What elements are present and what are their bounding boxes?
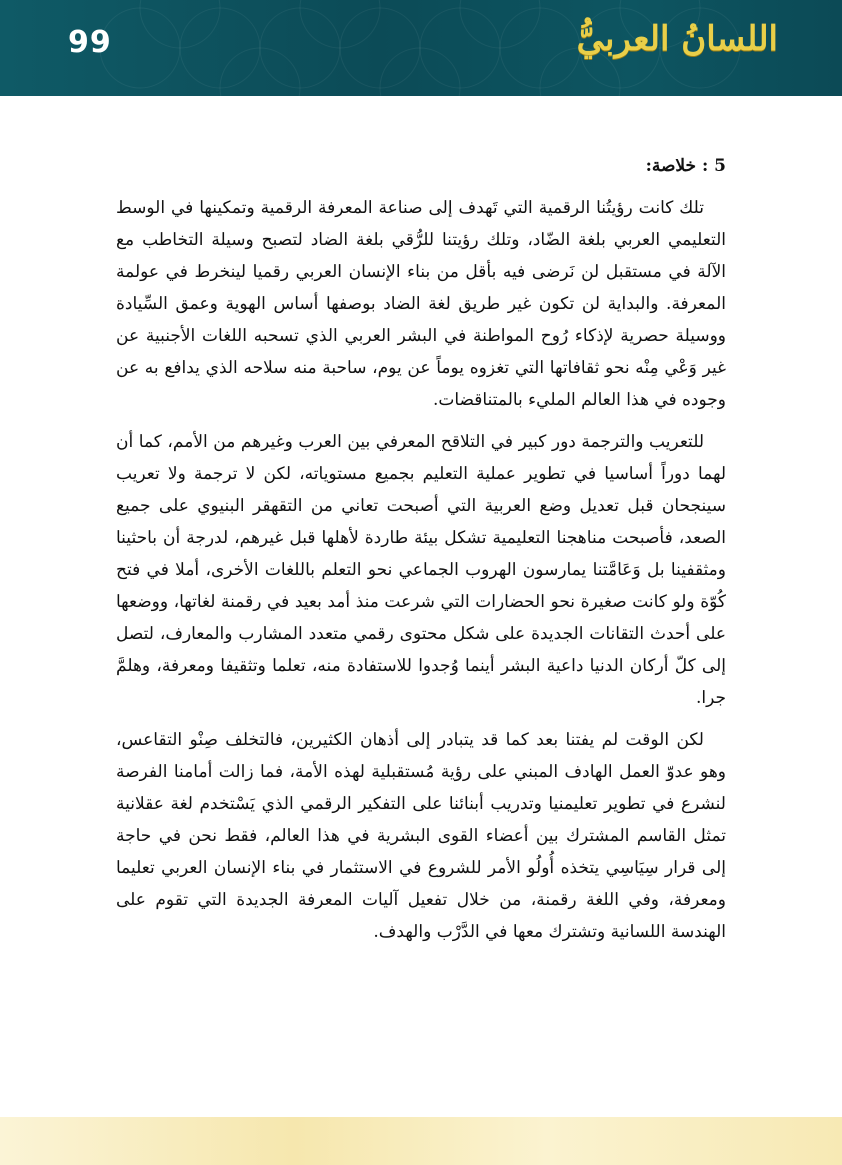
paragraph: لكن الوقت لم يفتنا بعد كما قد يتبادر إلى أذهان الكثيرين، فالتخلف صِنْو التقاعس، وهو عدوّ العمل الهادف المبني على رؤية مُستقبلية لهذه الأمة، فما زالت أمامنا الفرصة لنشرع في تطوير تعليمنيا وتدريب أبنائنا على التفكير الرقمي الذي يَسْتخدم لغة عقلانية تمثل القاسم المشترك بين أعضاء القوى البشرية في هذا العالم، فقط نحن في حاجة إلى قرار سِيَاسِي يتخذه أُولُو الأمر للشروع في الاستثمار في بناء الإنسان العربي تعليما ومعرفة، وفي اللغة رقمنة، من خلال تفعيل آليات المعرفة الجديدة التي تقوم على الهندسة اللسانية وتشترك معها في الدَّرْب والهدف.: [116, 730, 726, 942]
article-body: [116, 146, 726, 958]
footer-band: [0, 1117, 842, 1165]
page-header: [0, 0, 842, 96]
page-number: 99: [68, 25, 112, 60]
journal-logo: اللسانُ العربيُّ: [576, 19, 778, 59]
paragraph: تلك كانت رؤيتُنا الرقمية التي تَهدف إلى صناعة المعرفة الرقمية وتمكينها في الوسط التعليمي العربي بلغة الضّاد، وتلك رؤيتنا للرُّقي بلغة الضاد لتصبح وسيلة التخاطب مع الآلة في مستقبل لن نَرضى فيه بأقل من بناء الإنسان العربي رقميا لينخرط في عولمة المعرفة. والبداية لن تكون غير طريق لغة الضاد بوصفها أساس الهوية وعمق السِّيادة ووسيلة حصرية لإذكاء رُوح المواطنة في البشر العربي الذي تسحبه اللغات الأجنبية عن غير وَعْي مِنْه نحو ثقافاتها التي تغزوه يوماً عن يوم، ساحبة منه سلاحه الذي يدافع به عن وجوده في هذا العالم المليء بالمتناقضات.: [116, 198, 726, 410]
section-heading: 5 : خلاصة:: [645, 156, 726, 176]
paragraph: للتعريب والترجمة دور كبير في التلاقح المعرفي بين العرب وغيرهم من الأمم، كما أن لهما دوراً أساسيا في تطوير عملية التعليم بجميع مستوياته، لكن لا ترجمة ولا تعريب سينجحان قبل تعديل وضع العربية التي أصبحت تعاني من التقهقر البنيوي على جميع الصعد، فأصبحت مناهجنا التعليمية تشكل بيئة طاردة لأهلها قبل غيرهم، لدرجة أن باحثينا ومثقفينا بل وَعَامَّتنا يمارسون الهروب الجماعي نحو التعلم باللغات الأخرى، أملا في فتح كُوّة ولو كانت صغيرة نحو الحضارات التي شرعت منذ أمد بعيد في رقمنة لغاتها، ووضعها على أحدث التقانات الجديدة على شكل محتوى رقمي متعدد المشارب والمعارف، لتصل إلى كلّ أركان الدنيا داعية البشر أينما وُجدوا للاستفادة منه، تعلما وتثقيفا ومعرفة، وهلمَّ جرا.: [116, 432, 726, 708]
